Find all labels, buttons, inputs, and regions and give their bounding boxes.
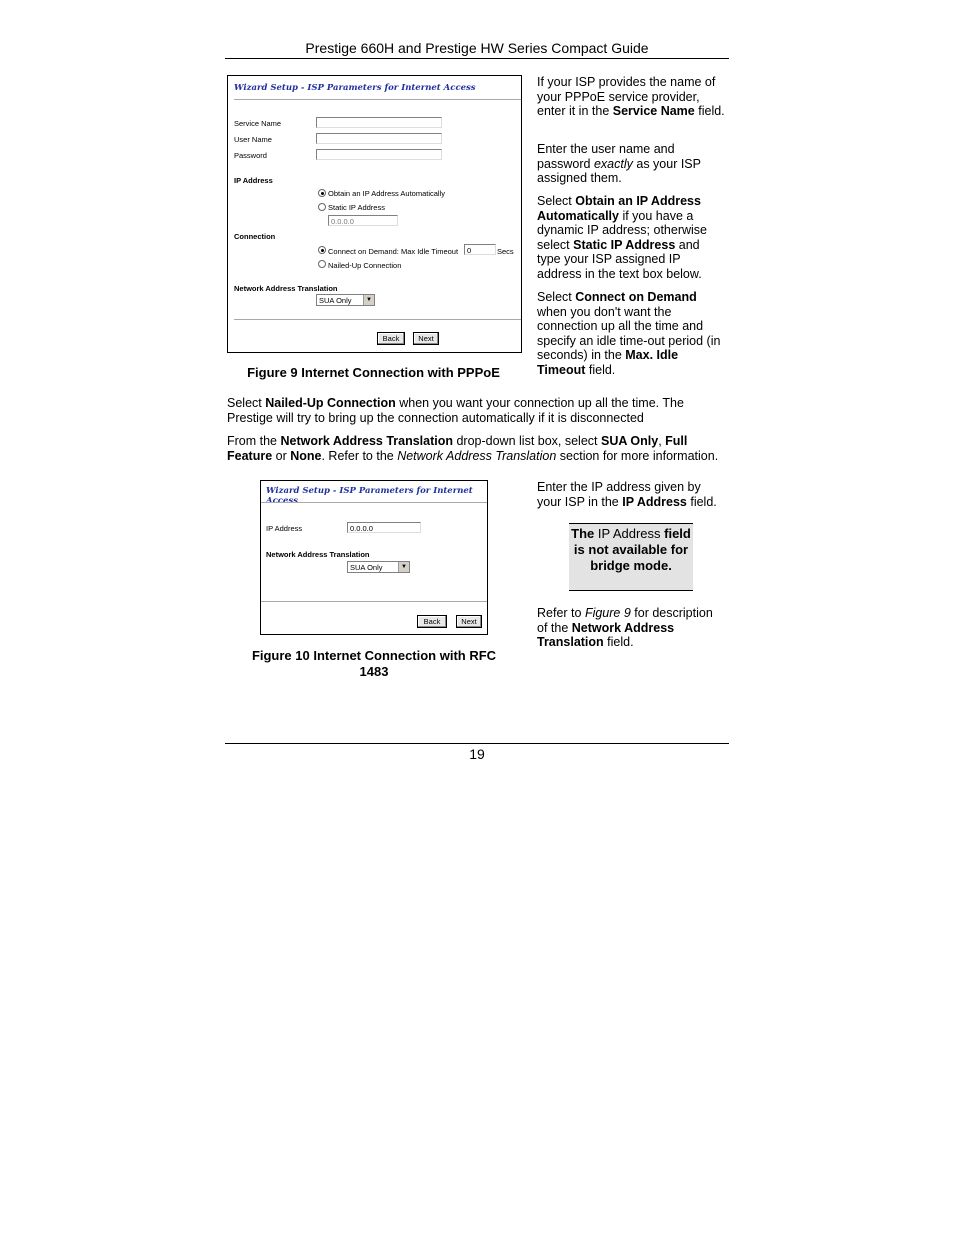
user-name-input[interactable] bbox=[316, 133, 442, 144]
idle-timeout-input[interactable]: 0 bbox=[464, 244, 496, 255]
ip-address-label: IP Address bbox=[266, 524, 303, 533]
figure-10-screenshot bbox=[260, 480, 488, 635]
nat-heading: Network Address Translation bbox=[234, 284, 338, 293]
nat-select[interactable] bbox=[347, 561, 410, 573]
static-ip-radio[interactable] bbox=[318, 203, 326, 211]
bridge-mode-note: The IP Address field is not available for bridge mode. bbox=[569, 523, 693, 591]
connect-on-demand-label: Connect on Demand: Max Idle Timeout bbox=[328, 247, 459, 256]
password-input[interactable] bbox=[316, 149, 442, 160]
connection-heading: Connection bbox=[234, 232, 276, 241]
nailed-up-radio[interactable] bbox=[318, 260, 326, 268]
user-password-paragraph: Enter the user name and password exactly as your ISP assigned them. bbox=[537, 142, 701, 185]
wizard-title: Wizard Setup - ISP Parameters for Internet Access bbox=[266, 486, 473, 506]
divider bbox=[261, 601, 487, 602]
page-number: 19 bbox=[469, 746, 485, 762]
next-button[interactable]: Next bbox=[456, 615, 482, 628]
page-header: Prestige 660H and Prestige HW Series Compact Guide bbox=[305, 40, 649, 56]
obtain-auto-radio[interactable] bbox=[318, 189, 326, 197]
service-name-paragraph: If your ISP provides the name of your PPPoE service provider, enter it in the Service Name field. bbox=[537, 75, 725, 118]
figure-10-caption: Figure 10 Internet Connection with RFC 1483 bbox=[251, 648, 497, 679]
ip-address-instruction: Enter the IP address given by your ISP in the IP Address field. bbox=[537, 480, 717, 509]
secs-label: Secs bbox=[497, 247, 514, 256]
ip-address-heading: IP Address bbox=[234, 176, 273, 185]
obtain-auto-label: Obtain an IP Address Automatically bbox=[328, 189, 446, 198]
service-name-input[interactable] bbox=[316, 117, 442, 128]
divider bbox=[234, 319, 521, 320]
nat-select-value: SUA Only bbox=[350, 563, 383, 572]
ip-address-input[interactable]: 0.0.0.0 bbox=[347, 522, 421, 533]
wizard-title: Wizard Setup - ISP Parameters for Internet Access bbox=[234, 83, 476, 93]
back-button[interactable]: Back bbox=[417, 615, 447, 628]
chevron-down-icon: ▼ bbox=[398, 562, 409, 572]
nat-select[interactable] bbox=[316, 294, 375, 306]
nat-select-value: SUA Only bbox=[319, 296, 352, 305]
refer-figure-paragraph: Refer to Figure 9 for description of the Network Address Translation field. bbox=[537, 606, 713, 649]
back-button[interactable]: Back bbox=[377, 332, 405, 345]
user-name-label: User Name bbox=[234, 135, 272, 144]
nailed-up-label: Nailed-Up Connection bbox=[328, 261, 402, 270]
connect-on-demand-paragraph: Select Connect on Demand when you don't want the connection up all the time and specify an idle time-out period (in seconds) in the Max. Idle Timeout field. bbox=[537, 290, 721, 377]
header-rule bbox=[225, 58, 729, 59]
nat-paragraph: From the Network Address Translation drop-down list box, select SUA Only, Full Feature or None. Refer to the Network Address Translation section for more information. bbox=[227, 434, 719, 463]
password-label: Password bbox=[234, 151, 267, 160]
connect-on-demand-radio[interactable] bbox=[318, 246, 326, 254]
static-ip-input[interactable]: 0.0.0.0 bbox=[328, 215, 398, 226]
divider bbox=[234, 99, 521, 100]
static-ip-label: Static IP Address bbox=[328, 203, 385, 212]
divider bbox=[261, 502, 487, 503]
nailed-up-paragraph: Select Nailed-Up Connection when you want your connection up all the time. The Prestige will try to bring up the connection automatically if it is disconnected bbox=[227, 396, 684, 425]
chevron-down-icon: ▼ bbox=[363, 295, 374, 305]
service-name-label: Service Name bbox=[234, 119, 282, 128]
next-button[interactable]: Next bbox=[413, 332, 439, 345]
nat-heading: Network Address Translation bbox=[266, 550, 370, 559]
figure-9-caption: Figure 9 Internet Connection with PPPoE bbox=[247, 365, 500, 380]
ip-address-paragraph: Select Obtain an IP Address Automatically if you have a dynamic IP address; otherwise select Static IP Address and type your ISP assigned IP address in the text box below. bbox=[537, 194, 707, 281]
figure-9-screenshot bbox=[227, 75, 522, 353]
footer-rule bbox=[225, 743, 729, 744]
